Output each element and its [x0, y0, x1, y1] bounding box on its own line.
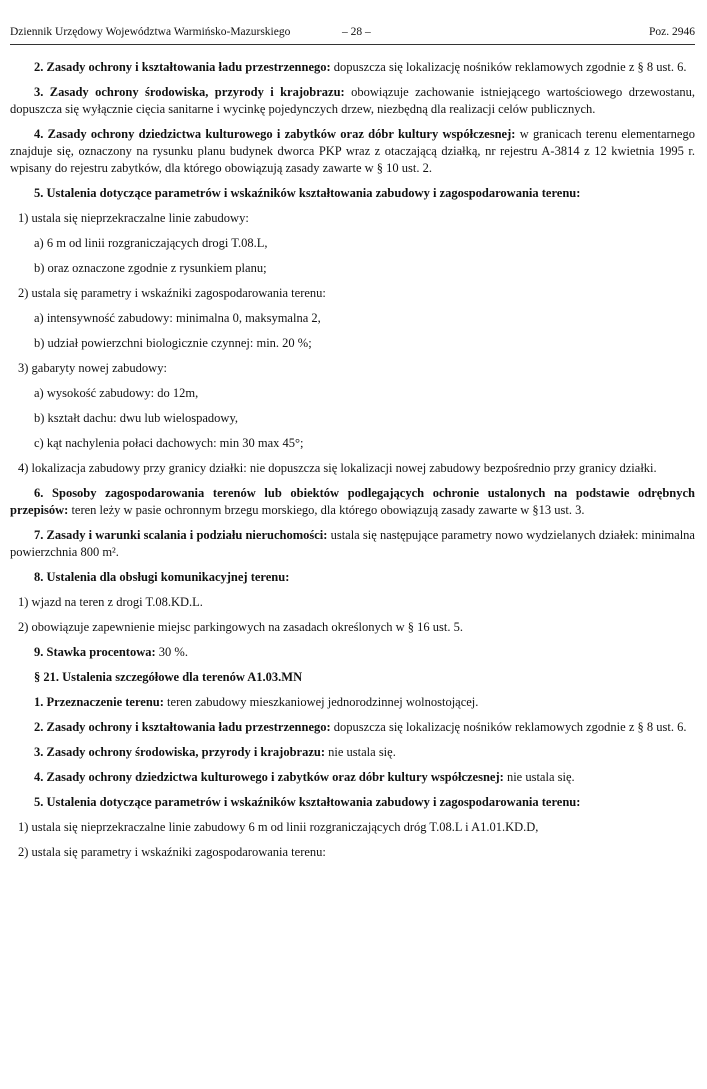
paragraph-heading: 8. Ustalenia dla obsługi komunikacyjnej terenu: [34, 570, 290, 584]
sub-list-item: a) intensywność zabudowy: minimalna 0, maksymalna 2, [34, 311, 321, 325]
paragraph-heading: 3. Zasady ochrony środowiska, przyrody i krajobrazu: [34, 745, 326, 759]
paragraph [10, 744, 695, 761]
paragraph-heading: 5. Ustalenia dotyczące parametrów i wskaźników kształtowania zabudowy i zagospodarowania terenu: [34, 795, 581, 809]
paragraph-heading: 4. Zasady ochrony dziedzictwa kulturowego i zabytków oraz dóbr kultury współczesnej: [34, 770, 504, 784]
paragraph [10, 769, 695, 786]
paragraph-text: nie ustala się. [503, 770, 575, 784]
paragraph-text: teren leży w pasie ochronnym brzegu morskiego, dla którego obowiązują zasady zawarte w §13 ust. 3. [68, 503, 585, 517]
list-item: 1) ustala się nieprzekraczalne linie zabudowy: [18, 211, 249, 225]
paragraph [10, 694, 695, 711]
paragraph-text: ustala się następujące parametry nowo wydzielanych działek: minimalna powierzchnia 800 m². [10, 528, 695, 559]
list-item: 4) lokalizacja zabudowy przy granicy działki: nie dopuszcza się lokalizacji nowej zabudowy bezpośrednio przy granicy działki. [18, 461, 657, 475]
paragraph [10, 185, 695, 202]
sub-list-item: a) 6 m od linii rozgraniczających drogi T.08.L, [34, 236, 268, 250]
paragraph [10, 84, 695, 118]
paragraph [10, 569, 695, 586]
paragraph [10, 527, 695, 561]
paragraph [10, 485, 695, 519]
paragraph-heading: 3. Zasady ochrony środowiska, przyrody i krajobrazu: [34, 85, 345, 99]
sub-list-item: c) kąt nachylenia połaci dachowych: min 30 max 45°; [34, 436, 304, 450]
list-item: 1) wjazd na teren z drogi T.08.KD.L. [18, 595, 203, 609]
sub-list-item: b) kształt dachu: dwu lub wielospadowy, [34, 411, 239, 425]
paragraph-text: nie ustala się. [325, 745, 396, 759]
paragraph-heading: 6. Sposoby zagospodarowania terenów lub obiektów podlegających ochronie ustalonych na podstawie odrębnych przepisów: [10, 486, 695, 517]
paragraph [10, 719, 695, 736]
paragraph [10, 644, 695, 661]
page-header [10, 26, 695, 45]
document-body [10, 59, 695, 869]
paragraph-heading: 5. Ustalenia dotyczące parametrów i wskaźników kształtowania zabudowy i zagospodarowania terenu: [34, 186, 581, 200]
paragraph-heading: 7. Zasady i warunki scalania i podziału nieruchomości: [34, 528, 328, 542]
sub-list-item: b) oraz oznaczone zgodnie z rysunkiem planu; [34, 261, 267, 275]
paragraph-heading: 2. Zasady ochrony i kształtowania ładu przestrzennego: [34, 720, 331, 734]
list-item: 1) ustala się nieprzekraczalne linie zabudowy 6 m od linii rozgraniczających dróg T.08.L i A1.01.KD.D, [18, 820, 539, 834]
page-number: – 28 – [342, 26, 371, 38]
paragraph-text: obowiązuje zachowanie istniejącego wartościowego drzewostanu, dopuszcza się wyłącznie cięcia sanitarne i wycinkę pojedynczych drzew, niezbędną dla realizacji celów publicznych. [10, 85, 695, 116]
paragraph-heading: 1. Przeznaczenie terenu: [34, 695, 164, 709]
paragraph [10, 126, 695, 177]
paragraph-text: teren zabudowy mieszkaniowej jednorodzinnej wolnostojącej. [163, 695, 479, 709]
sub-list-item: a) wysokość zabudowy: do 12m, [34, 386, 199, 400]
paragraph [10, 794, 695, 811]
position-number: Poz. 2946 [649, 26, 695, 38]
list-item: 2) ustala się parametry i wskaźniki zagospodarowania terenu: [18, 286, 326, 300]
paragraph-text: 30 %. [155, 645, 188, 659]
sub-list-item: b) udział powierzchni biologicznie czynnej: min. 20 %; [34, 336, 312, 350]
paragraph [10, 59, 695, 76]
paragraph-text: dopuszcza się lokalizację nośników reklamowych zgodnie z § 8 ust. 6. [330, 720, 687, 734]
paragraph-text: w granicach terenu elementarnego znajduje się, oznaczony na rysunku planu budynek dworca PKP wraz z otaczającą działką, nr rejestru A-3814 z 12 kwietnia 1995 r. wpisany do rejestru zabytków, dla którego obowiązują zasady zawarte w § 10 ust. 2. [10, 127, 695, 175]
paragraph-heading: 4. Zasady ochrony dziedzictwa kulturowego i zabytków oraz dóbr kultury współczesnej: [34, 127, 516, 141]
list-item: 2) obowiązuje zapewnienie miejsc parkingowych na zasadach określonych w § 16 ust. 5. [18, 620, 463, 634]
list-item: 2) ustala się parametry i wskaźniki zagospodarowania terenu: [18, 845, 326, 859]
paragraph-heading: 9. Stawka procentowa: [34, 645, 156, 659]
journal-title: Dziennik Urzędowy Województwa Warmińsko-Mazurskiego [10, 26, 291, 38]
section-heading: § 21. Ustalenia szczegółowe dla terenów A1.03.MN [34, 670, 303, 684]
paragraph-heading: 2. Zasady ochrony i kształtowania ładu przestrzennego: [34, 60, 331, 74]
paragraph-text: dopuszcza się lokalizację nośników reklamowych zgodnie z § 8 ust. 6. [330, 60, 687, 74]
list-item: 3) gabaryty nowej zabudowy: [18, 361, 167, 375]
